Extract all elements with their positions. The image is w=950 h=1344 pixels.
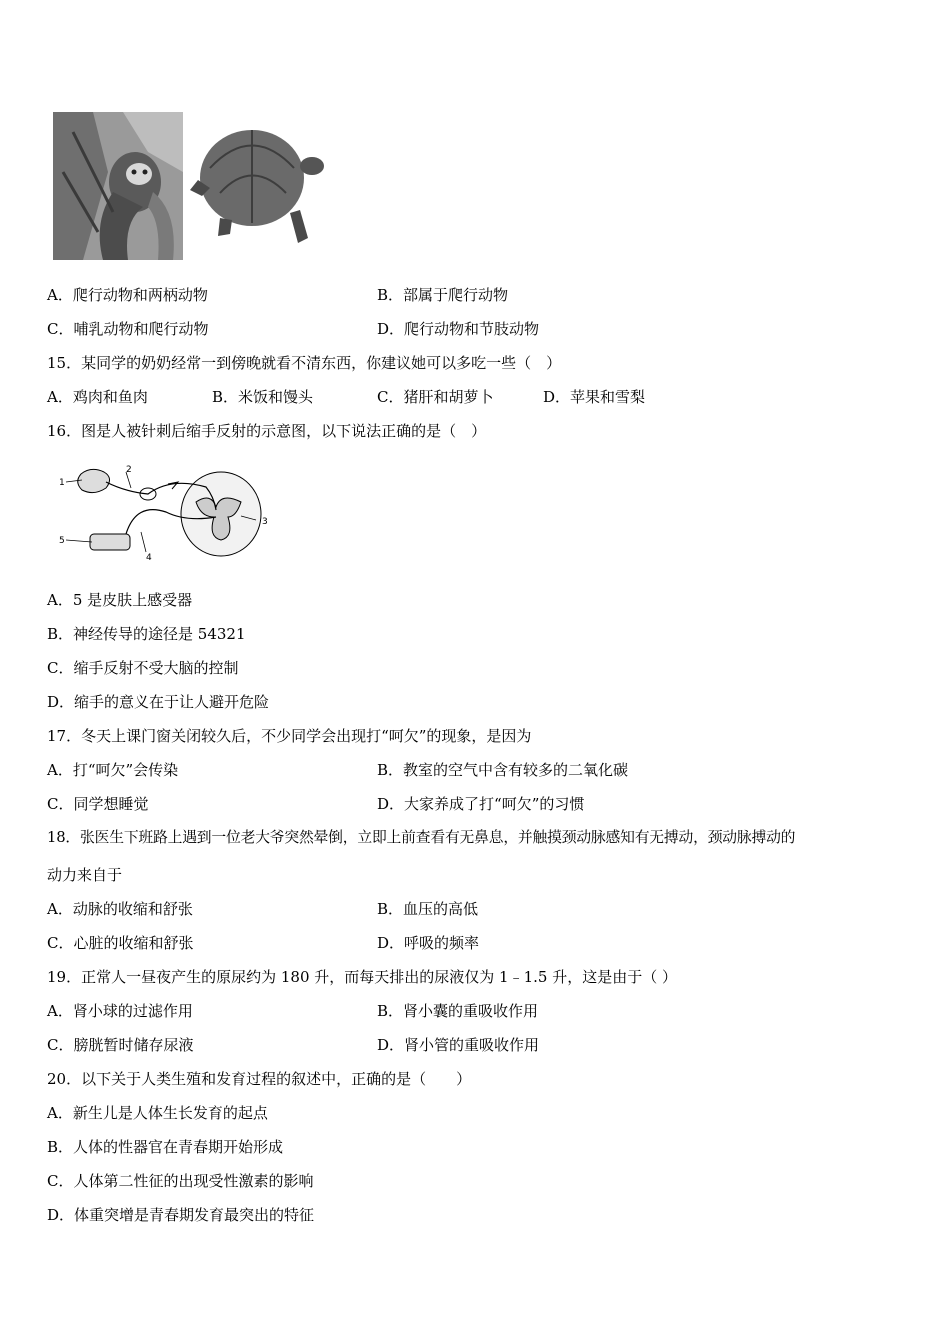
q15-stem: 15．某同学的奶奶经常一到傍晚就看不清东西，你建议她可以多吃一些（ ） [47,354,562,372]
q17-option-c [47,794,149,814]
option-letter: A． [47,388,73,406]
q16-option-d [47,692,269,712]
option-text: 5 是皮肤上感受器 [72,591,193,609]
option-letter: C． [47,659,74,677]
option-text: 肾小管的重吸收作用 [404,1036,540,1054]
option-letter: C． [47,934,74,952]
option-letter: B． [47,625,74,643]
option-text: 神经传导的途径是 54321 [73,625,246,643]
option-letter: B． [377,900,404,918]
q20-option-b [47,1137,283,1157]
option-letter: D． [377,320,405,338]
q18-option-a [47,899,193,919]
option-text: 猪肝和胡萝卜 [403,388,494,406]
q15-option-d [543,387,645,407]
option-text: 心脏的收缩和舒张 [73,934,194,952]
q19-option-a [47,1001,193,1021]
q17-option-b [377,760,628,780]
sloth-photo [53,112,183,260]
q19-option-d [377,1035,539,1055]
option-text: 爬行动物和节肢动物 [404,320,540,338]
option-letter: C． [47,1172,74,1190]
diagram-label-1: 1 [59,478,65,488]
option-letter: B． [377,761,404,779]
option-letter: D． [377,934,405,952]
q16-stem: 16．图是人被针刺后缩手反射的示意图，以下说法正确的是（ ） [47,422,487,440]
q19-option-b [377,1001,538,1021]
option-text: 部属于爬行动物 [403,286,509,304]
option-text: 膀胱暂时储存尿液 [73,1036,194,1054]
option-letter: C． [47,320,74,338]
q15-option-c [377,387,494,407]
q18-stem-line2: 动力来自于 [47,866,123,884]
option-text: 大家养成了打“呵欠”的习惯 [404,795,585,813]
diagram-label-4: 4 [146,553,152,562]
option-letter: D． [47,693,75,711]
option-text: 人体的性器官在青春期开始形成 [73,1138,284,1156]
option-letter: C． [47,1036,74,1054]
option-letter: D． [47,1206,75,1224]
reflex-arc-illustration [56,462,281,562]
q18-stem-line1: 18．张医生下班路上遇到一位老大爷突然晕倒，立即上前查看有无鼻息，并触摸颈动脉感知有无搏动，颈动脉搏动的 [47,829,796,846]
diagram-label-2: 2 [126,465,132,475]
q18-option-b [377,899,478,919]
q16-option-c [47,658,239,678]
diagram-label-5: 5 [59,536,65,546]
option-text: 呼吸的频率 [404,934,480,952]
option-text: 苹果和雪梨 [570,388,646,406]
option-text: 同学想睡觉 [73,795,149,813]
option-letter: B． [377,1002,404,1020]
option-text: 米饭和馒头 [238,388,314,406]
q17-option-a [47,760,178,780]
turtle-illustration [190,118,330,253]
option-letter: A． [47,591,73,609]
option-text: 爬行动物和两柄动物 [72,286,208,304]
q14-option-c [47,319,209,339]
option-letter: D． [377,1036,405,1054]
q20-option-d [47,1205,314,1225]
option-letter: B． [47,1138,74,1156]
q19-stem: 19．正常人一昼夜产生的原尿约为 180 升，而每天排出的尿液仅为 1﹣1.5 升，这是由于（ ） [47,968,677,986]
option-letter: A． [47,761,73,779]
option-text: 人体第二性征的出现受性激素的影响 [73,1172,314,1190]
q15-option-b [212,387,313,407]
q20-option-c [47,1171,314,1191]
option-letter: A． [47,286,73,304]
q17-stem: 17．冬天上课门窗关闭较久后，不少同学会出现打“呵欠”的现象，是因为 [47,727,532,745]
q14-option-d [377,319,539,339]
option-letter: B． [212,388,239,406]
option-text: 鸡肉和鱼肉 [72,388,148,406]
option-text: 打“呵欠”会传染 [72,761,179,779]
turtle-photo [190,118,330,253]
option-letter: D． [377,795,405,813]
reflex-arc-diagram [56,462,281,562]
q14-option-a [47,285,208,305]
option-text: 哺乳动物和爬行动物 [73,320,209,338]
q15-option-a [47,387,148,407]
option-text: 肾小球的过滤作用 [72,1002,193,1020]
q20-stem: 20．以下关于人类生殖和发育过程的叙述中，正确的是（ ） [47,1070,472,1088]
q19-option-c [47,1035,194,1055]
sloth-illustration [53,112,183,260]
option-text: 肾小囊的重吸收作用 [403,1002,539,1020]
option-text: 缩手的意义在于让人避开危险 [74,693,270,711]
option-letter: A． [47,1104,73,1122]
option-letter: C． [47,795,74,813]
option-letter: A． [47,900,73,918]
option-text: 新生儿是人体生长发育的起点 [72,1104,268,1122]
option-letter: D． [543,388,571,406]
q18-option-d [377,933,479,953]
option-text: 血压的高低 [403,900,479,918]
option-text: 教室的空气中含有较多的二氧化碳 [403,761,629,779]
q16-option-a [47,590,192,610]
q14-option-b [377,285,508,305]
diagram-label-3: 3 [262,517,268,527]
option-letter: B． [377,286,404,304]
q20-option-a [47,1103,268,1123]
option-letter: A． [47,1002,73,1020]
option-text: 体重突增是青春期发育最突出的特征 [74,1206,315,1224]
q16-option-b [47,624,246,644]
q18-option-c [47,933,194,953]
option-letter: C． [377,388,404,406]
option-text: 动脉的收缩和舒张 [72,900,193,918]
q17-option-d [377,794,584,814]
option-text: 缩手反射不受大脑的控制 [73,659,239,677]
